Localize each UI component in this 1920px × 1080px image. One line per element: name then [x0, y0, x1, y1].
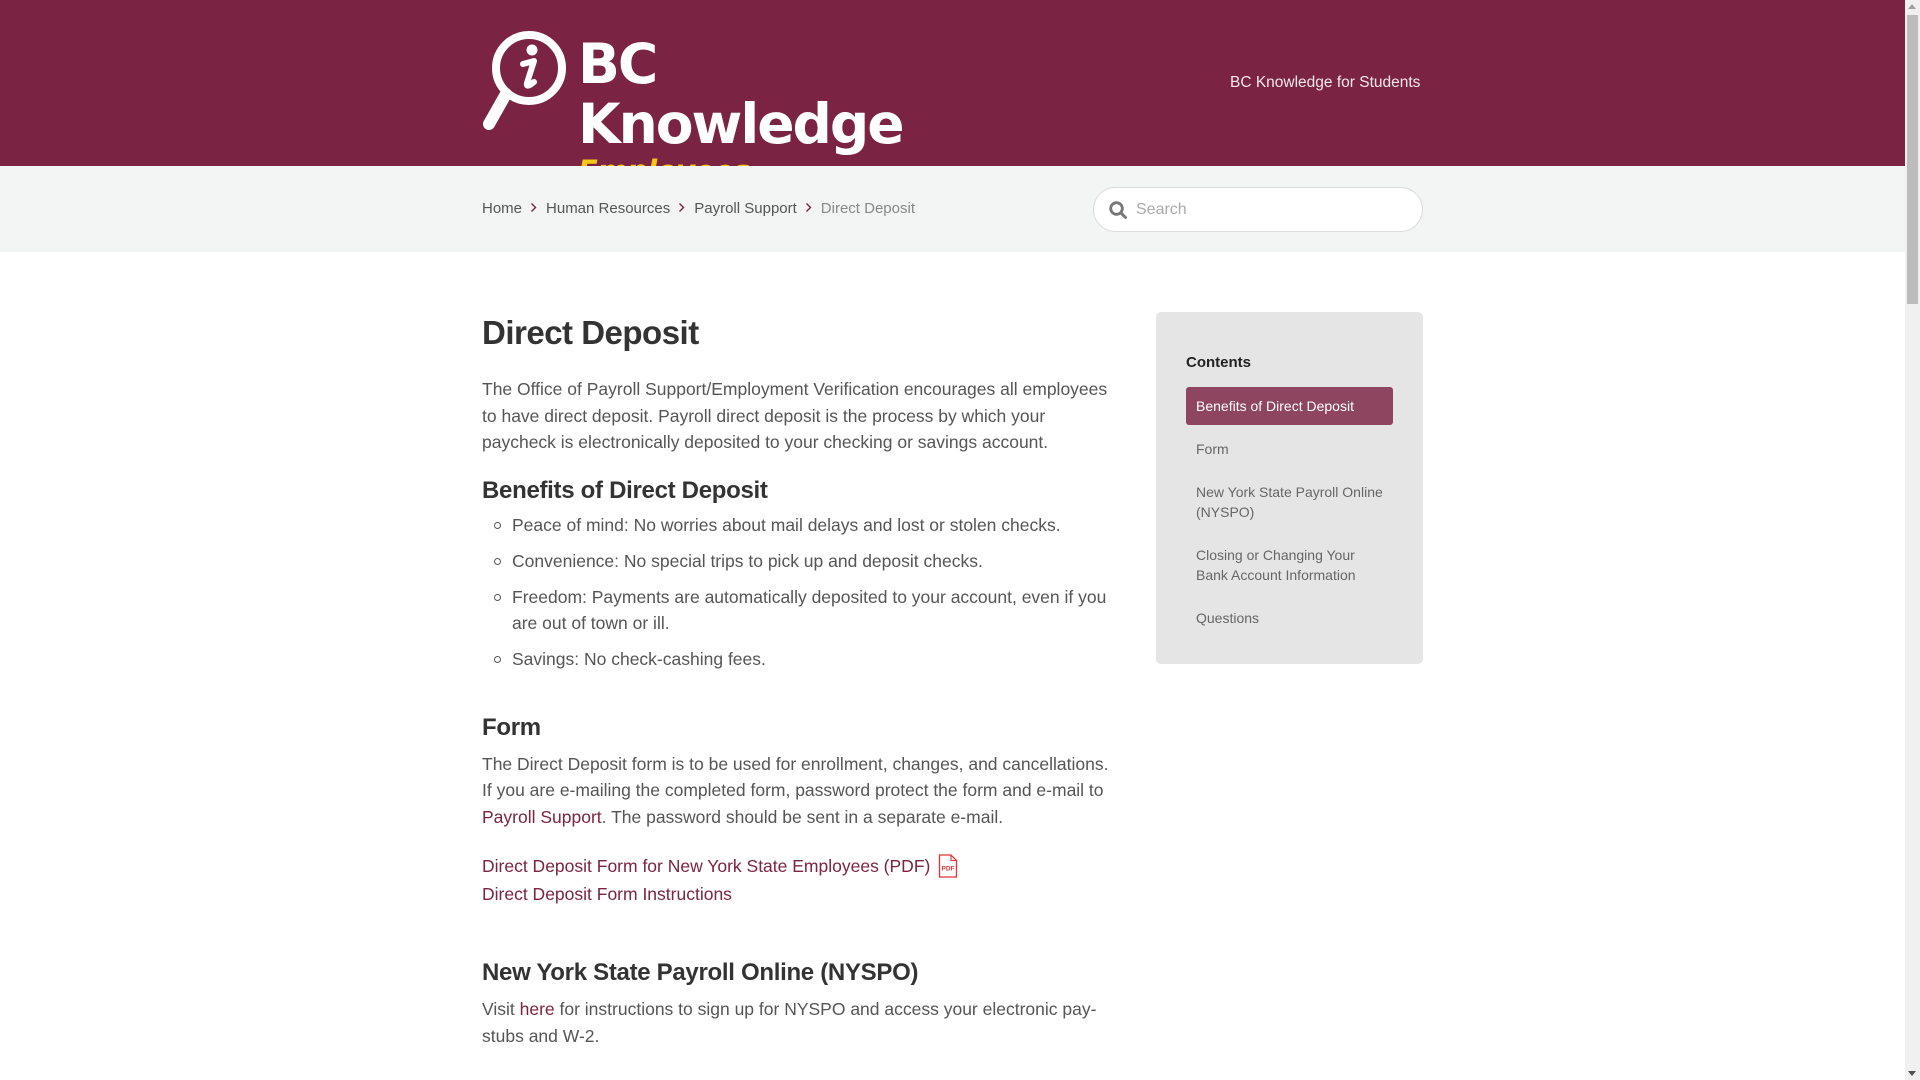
site-logo[interactable] — [482, 28, 952, 156]
vertical-scrollbar[interactable] — [1905, 0, 1920, 1080]
list-item: Savings: No check-cashing fees. — [482, 646, 1122, 673]
chevron-right-icon — [678, 201, 685, 216]
list-item: Freedom: Payments are automatically deposited to your account, even if you are out of town or ill. — [482, 584, 1122, 637]
toc-title: Contents — [1186, 354, 1251, 371]
form-link-row — [482, 880, 1122, 908]
list-item: Convenience: No special trips to pick up and deposit checks. — [482, 548, 1122, 575]
toc-item-form[interactable]: Form — [1196, 441, 1229, 457]
breadcrumb-home[interactable]: Home — [482, 200, 523, 217]
breadcrumb — [482, 200, 915, 217]
breadcrumb-payroll-support[interactable]: Payroll Support — [694, 200, 797, 217]
list-item: Peace of mind: No worries about mail delays and lost or stolen checks. — [482, 512, 1122, 539]
nyspo-heading: New York State Payroll Online (NYSPO) — [482, 959, 919, 986]
logo-text — [578, 34, 952, 188]
table-of-contents — [1156, 312, 1423, 664]
direct-deposit-form-pdf-link[interactable]: Direct Deposit Form for New York State Employees (PDF) — [482, 856, 931, 876]
pdf-icon — [938, 854, 958, 878]
toc-list — [1186, 387, 1393, 637]
site-header — [0, 0, 1905, 166]
scroll-down-arrow-icon[interactable] — [1908, 1071, 1916, 1076]
toc-item-questions[interactable]: Questions — [1196, 610, 1260, 626]
scrollbar-thumb[interactable] — [1907, 15, 1918, 304]
magnifier-info-icon — [482, 28, 568, 132]
breadcrumb-human-resources[interactable]: Human Resources — [546, 200, 671, 217]
payroll-support-link[interactable]: Payroll Support — [482, 806, 602, 827]
nyspo-here-link[interactable]: here — [519, 999, 555, 1019]
chevron-right-icon — [530, 201, 537, 216]
toc-item-closing-changing[interactable]: Closing or Changing Your Bank Account Information — [1196, 547, 1356, 583]
bullet-icon — [494, 594, 501, 601]
page-title: Direct Deposit — [482, 314, 699, 351]
breadcrumb-current: Direct Deposit — [820, 200, 915, 217]
bullet-icon — [494, 656, 501, 663]
benefits-list — [482, 512, 1122, 673]
scroll-up-arrow-icon[interactable] — [1908, 4, 1916, 9]
article — [482, 252, 1122, 1049]
toc-item-benefits[interactable]: Benefits of Direct Deposit — [1186, 387, 1393, 425]
nyspo-paragraph: Visit here for instructions to sign up for NYSPO and access your electronic pay-stubs and W-2. — [482, 999, 1097, 1046]
toc-item-nyspo[interactable]: New York State Payroll Online (NYSPO) — [1196, 484, 1383, 520]
direct-deposit-instructions-link[interactable]: Direct Deposit Form Instructions — [482, 884, 732, 904]
bullet-icon — [494, 522, 501, 529]
search-input[interactable] — [1136, 201, 1406, 219]
search-icon — [1108, 200, 1128, 220]
benefits-heading: Benefits of Direct Deposit — [482, 476, 768, 504]
form-link-row — [482, 852, 1122, 880]
intro-paragraph: The Office of Payroll Support/Employment Verification encourages all employees to have direct deposit. Payroll direct deposit is the process by which your paycheck is electronically deposited to your checking or savings account. — [482, 379, 1108, 452]
form-links — [482, 852, 1122, 908]
form-heading: Form — [482, 713, 541, 741]
chevron-right-icon — [805, 201, 812, 216]
students-site-link[interactable]: BC Knowledge for Students — [1230, 74, 1421, 91]
breadcrumb-bar — [0, 166, 1905, 252]
search-box[interactable] — [1093, 187, 1423, 232]
form-paragraph: The Direct Deposit form is to be used for enrollment, changes, and cancellations. If you are e-mailing the completed form, password protect the form and e-mail to Payroll Support. The password should be sent in a separate e-mail. — [482, 753, 1109, 827]
logo-title: BC Knowledge — [578, 32, 903, 156]
bullet-icon — [494, 558, 501, 565]
svg-text:PDF: PDF — [941, 865, 955, 873]
